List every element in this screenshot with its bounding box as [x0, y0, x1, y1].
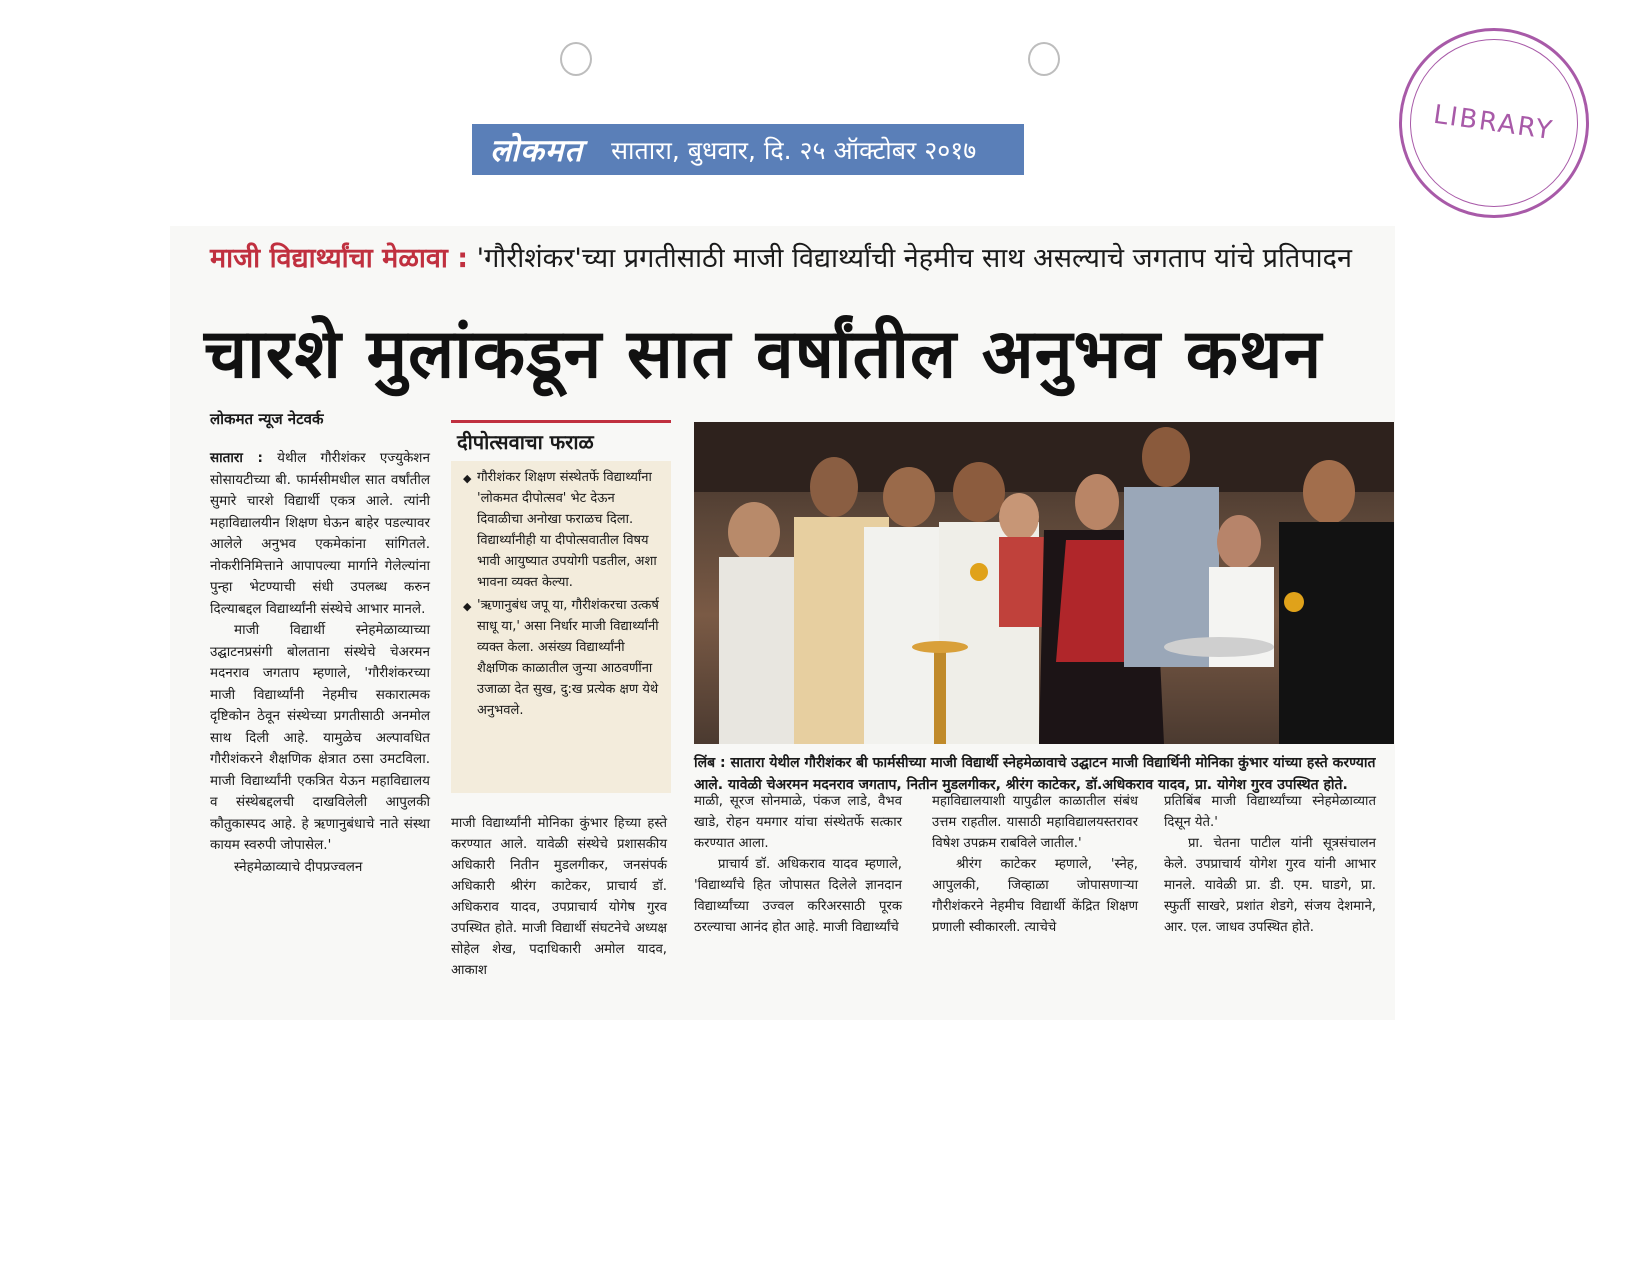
sidebar-box [451, 420, 671, 1002]
box-item-text: 'ऋणानुबंध जपू या, गौरीशंकरचा उत्कर्ष साधू या,' असा निर्धार माजी विद्यार्थ्यांनी व्यक्त केला. असंख्य विद्यार्थ्यांनी शैक्षणिक काळातील जुन्या आठवणींना उजाळा देत सुख, दु:ख प्रत्येक क्षण येथे अनुभवले. [477, 598, 659, 718]
punch-hole-right [1028, 42, 1060, 76]
dateline: सातारा : [210, 450, 263, 466]
paragraph: प्रा. चेतना पाटील यांनी सूत्रसंचालन केले. उपप्राचार्य योगेश गुरव यांनी आभार मानले. यावेळी प्रा. डी. एम. घाडगे, प्रा. स्फुर्ती साखरे, प्रशांत शेडगे, संजय देशमाने, आर. एल. जाधव उपस्थित होते. [1164, 836, 1376, 935]
box-title: दीपोत्सवाचा फराळ [457, 430, 594, 454]
kicker [210, 238, 1352, 275]
photo-caption [694, 752, 1394, 796]
box-body [451, 461, 671, 793]
box-item-text: गौरीशंकर शिक्षण संस्थेतर्फे विद्यार्थ्यांना 'लोकमत दीपोत्सव' भेट देऊन दिवाळीचा अनोखा फराळच दिला. विद्यार्थ्यांनीही या दीपोत्सवातील विषय भावी आयुष्यात उपयोगी पडतील, अशा भावना व्यक्त केल्या. [477, 470, 657, 590]
library-stamp [1399, 28, 1589, 218]
news-clipping [170, 226, 1395, 1020]
diamond-bullet-icon: ◆ [463, 472, 472, 485]
newspaper-logo: लोकमत [490, 132, 584, 169]
paragraph: प्रतिबिंब माजी विद्यार्थ्यांच्या स्नेहमेळाव्यात दिसून येते.' [1164, 794, 1376, 830]
masthead-dateline: सातारा, बुधवार, दि. २५ ऑक्टोबर २०१७ [611, 135, 977, 165]
byline: लोकमत न्यूज नेटवर्क [210, 410, 324, 428]
paragraph-text: येथील गौरीशंकर एज्युकेशन सोसायटीच्या बी. फार्मसीमधील सात वर्षांतील सुमारे चारशे विद्यार्थी एकत्र आले. त्यांनी महाविद्यालयीन शिक्षण घेऊन बाहेर पडल्यावर आलेले अनुभव एकमेकांना सांगितले. नोकरीनिमित्ताने आपापल्या मार्गाने गेलेल्यांना पुन्हा भेटण्याची संधी उपलब्ध करुन दिल्याबद्दल विद्यार्थ्यांनी संस्थेचे आभार मानले. [210, 450, 430, 617]
paragraph: स्नेहमेळाव्याचे दीपप्रज्वलन [234, 858, 363, 875]
caption-text: सातारा येथील गौरीशंकर बी फार्मसीच्या माजी विद्यार्थी स्नेहमेळावाचे उद्घाटन माजी विद्यार्थिनी मोनिका कुंभार यांच्या हस्ते करण्यात आले. यावेळी चेअरमन मदनराव जगताप, नितीन मुडलगीकर, श्रीरंग काटेकर, डॉ.अधिकराव यादव, प्रा. योगेश गुरव उपस्थित होते. [694, 755, 1376, 793]
stamp-center-text: LIBRARY [1431, 99, 1557, 147]
newspaper-masthead [472, 124, 1024, 175]
headline: चारशे मुलांकडून सात वर्षांतील अनुभव कथन [204, 315, 1323, 394]
article-column-5 [1164, 791, 1376, 938]
kicker-text: 'गौरीशंकर'च्या प्रगतीसाठी माजी विद्यार्थ्यांची नेहमीच साथ असल्याचे जगताप यांचे प्रतिपादन [468, 243, 1352, 274]
caption-label: लिंब : [694, 755, 726, 771]
box-item [463, 467, 663, 593]
box-item [463, 595, 663, 721]
article-column-3 [694, 791, 902, 938]
paragraph [210, 448, 430, 620]
article-column-4 [932, 791, 1138, 938]
event-photo-illustration [694, 422, 1394, 744]
paragraph: श्रीरंग काटेकर म्हणाले, 'स्नेह, आपुलकी, जिव्हाळा जोपासणाऱ्या गौरीशंकरने नेहमीच विद्यार्थी केंद्रित शिक्षण प्रणाली स्वीकारली. त्याचेचे [932, 857, 1138, 935]
paragraph: माळी, सूरज सोनमाळे, पंकज लाडे, वैभव खाडे, रोहन यमगार यांचा संस्थेतर्फे सत्कार करण्यात आला. [694, 794, 902, 851]
punch-hole-left [560, 42, 592, 76]
paragraph: महाविद्यालयाशी यापुढील काळातील संबंध उत्तम राहतील. यासाठी महाविद्यालयस्तरावर विषेश उपक्रम राबविले जातील.' [932, 794, 1138, 851]
article-column-2: माजी विद्यार्थ्यांनी मोनिका कुंभार हिच्या हस्ते करण्यात आले. यावेळी संस्थेचे प्रशासकीय अधिकारी नितीन मुडलगीकर, जनसंपर्क अधिकारी श्रीरंग काटेकर, प्राचार्य डॉ. अधिकराव यादव, उपप्राचार्य योगेष गुरव उपस्थित होते. माजी विद्यार्थी संघटनेचे अध्यक्ष सोहेल शेख, पदाधिकारी अमोल यादव, आकाश [451, 816, 667, 978]
paragraph: प्राचार्य डॉ. अधिकराव यादव म्हणाले, 'विद्यार्थ्यांचे हित जोपासत दिलेले ज्ञानदान विद्यार्थ्यांच्या उज्वल करिअरसाठी पूरक ठरल्याचा आनंद होत आहे. माजी विद्यार्थ्यांचे [694, 857, 902, 935]
paragraph: माजी विद्यार्थी स्नेहमेळाव्याच्या उद्घाटनप्रसंगी बोलताना संस्थेचे चेअरमन मदनराव जगताप म्हणाले, 'गौरीशंकरच्या माजी विद्यार्थ्यांनी नेहमीच सकारात्मक दृष्टिकोन ठेवून संस्थेच्या प्रगतीसाठी अनमोल साथ दिली आहे. यामुळेच अल्पावधित गौरीशंकरने शैक्षणिक क्षेत्रात ठसा उमटविला. माजी विद्यार्थ्यांनी एकत्रित येऊन महाविद्यालय व संस्थेबद्दलची दाखविलेली आपुलकी कौतुकास्पद आहे. हे ऋणानुबंधाचे नाते संस्था कायम स्वरुपी जोपासेल.' [210, 622, 430, 853]
kicker-label: माजी विद्यार्थ्यांचा मेळावा : [210, 243, 469, 274]
diamond-bullet-icon: ◆ [463, 600, 472, 613]
event-photo [694, 422, 1394, 744]
article-column-1 [210, 448, 430, 878]
